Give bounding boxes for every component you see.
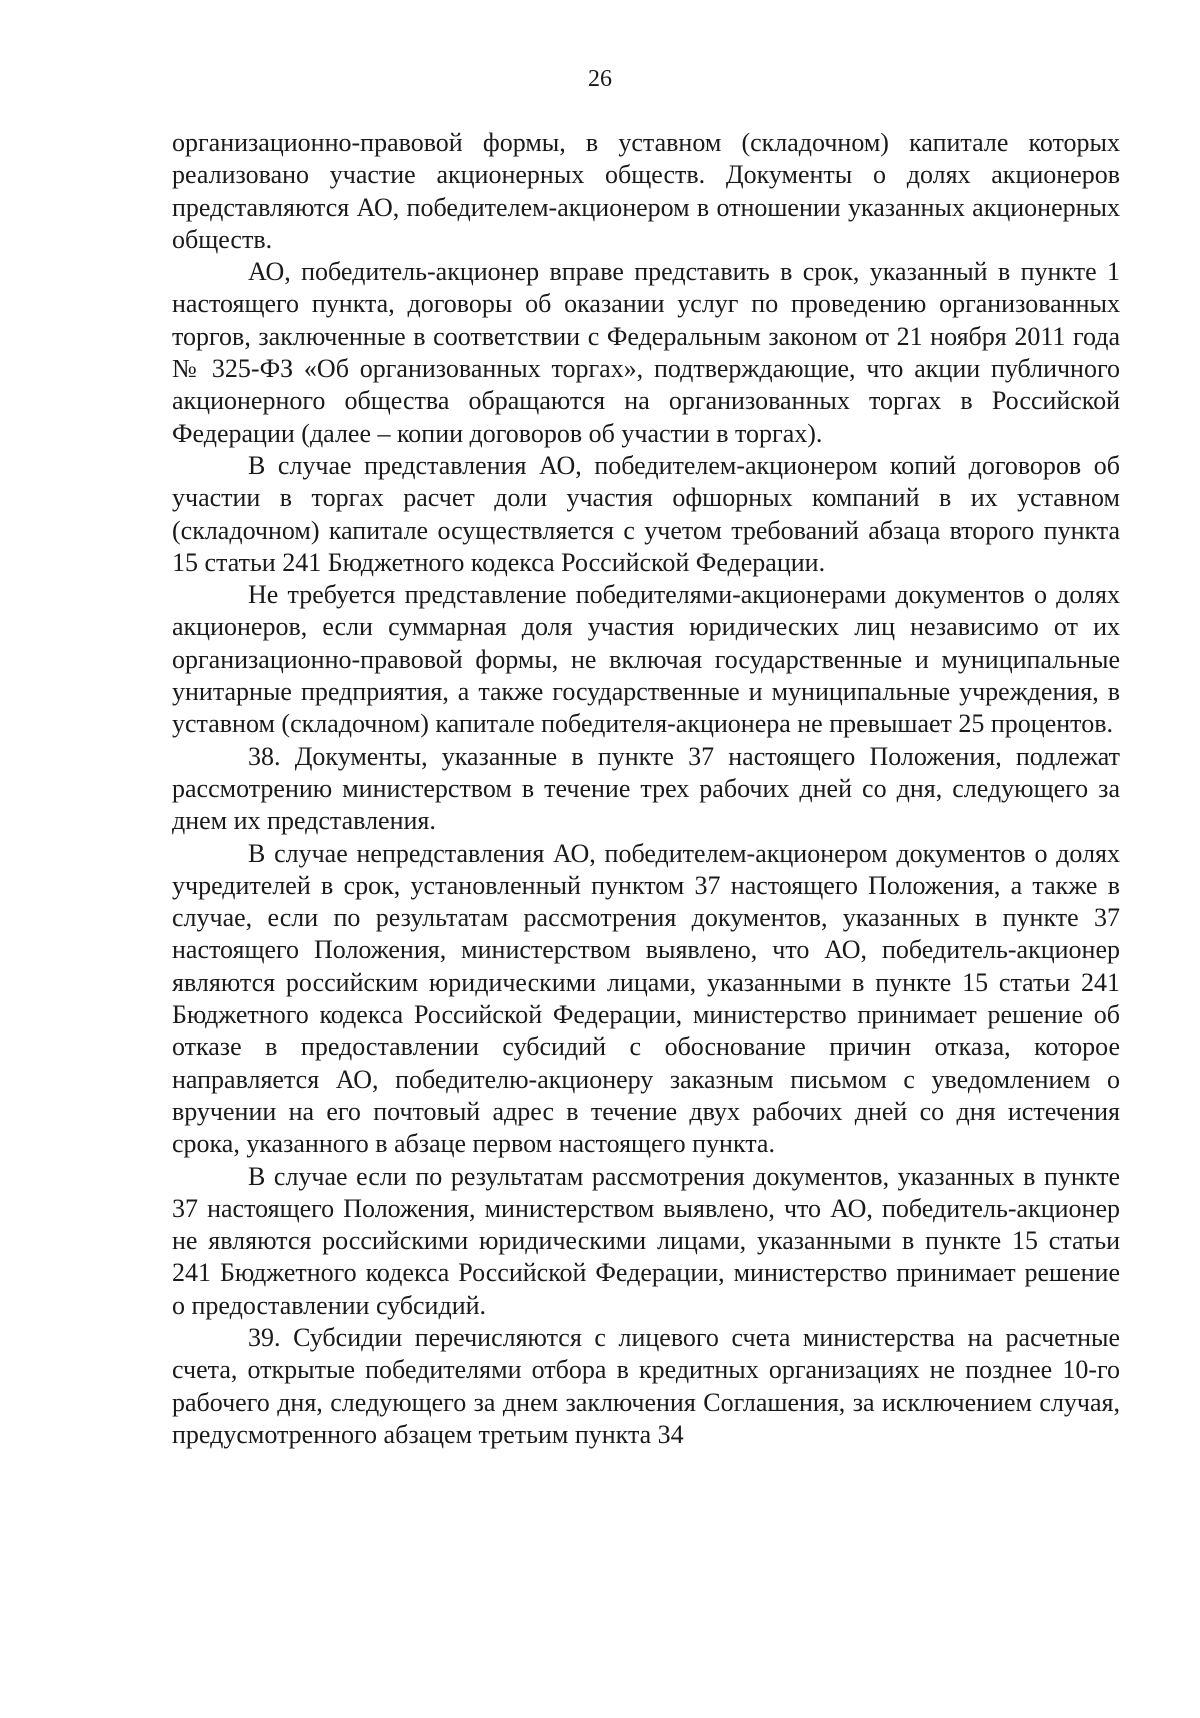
paragraph-approval: В случае если по результатам рассмотрения документов, указанных в пункте 37 настоящего Положения, министерством выявлено, что АО, победитель-акционер не являются российскими юридическими лицами, указанными в пункте 15 статьи 241 Бюджетного кодекса Российской Федерации, министерство принимает решение о предоставлении субсидий. xyxy=(172,1161,1120,1320)
paragraph-offshore-share: В случае представления АО, победителем-акционером копий договоров об участии в торгах расчет доли участия офшорных компаний в их уставном (складочном) капитале осуществляется с учетом требований абзаца второго пункта 15 статьи 241 Бюджетного кодекса Российской Федерации. xyxy=(172,450,1120,577)
paragraph-refusal: В случае непредставления АО, победителем-акционером документов о долях учредителей в срок, установленный пунктом 37 настоящего Положения, а также в случае, если по результатам рассмотрения документов, указанных в пункте 37 настоящего Положения, министерством выявлено, что АО, победитель-акционер являются российским юридическими лицами, указанными в пункте 15 статьи 241 Бюджетного кодекса Российской Федерации, министерство принимает решение об отказе в предоставлении субсидий с обоснование причин отказа, которое направляется АО, победителю-акционеру заказным письмом с уведомлением о вручении на его почтовый адрес в течение двух рабочих дней со дня истечения срока, указанного в абзаце первом настоящего пункта. xyxy=(172,838,1120,1159)
page-number: 26 xyxy=(588,66,612,92)
paragraph-no-documents-required: Не требуется представление победителями-акционерами документов о долях акционеров, если суммарная доля участия юридических лиц независимо от их организационно-правовой формы, не включая государственные и муниципальные унитарные предприятия, а также государственные и муниципальные учреждения, в уставном (складочном) капитале победителя-акционера не превышает 25 процентов. xyxy=(172,580,1120,739)
paragraph-continuation: организационно-правовой формы, в уставном (складочном) капитале которых реализовано участие акционерных обществ. Документы о долях акционеров представляются АО, победителем-акционером в отношении указанных акционерных обществ. xyxy=(172,128,1120,254)
document-body xyxy=(172,127,1120,1451)
paragraph-item-39: 39. Субсидии перечисляются с лицевого счета министерства на расчетные счета, открытые победителями отбора в кредитных организациях не позднее 10-го рабочего дня, следующего за днем заключения Соглашения, за исключением случая, предусмотренного абзацем третьим пункта 34 xyxy=(172,1322,1120,1449)
paragraph-trading-contracts: АО, победитель-акционер вправе представить в срок, указанный в пункте 1 настоящего пункта, договоры об оказании услуг по проведению организованных торгов, заключенные в соответствии с Федеральным законом от 21 ноября 2011 года № 325-ФЗ «Об организованных торгах», подтверждающие, что акции публичного акционерного общества обращаются на организованных торгах в Российской Федерации (далее – копии договоров об участии в торгах). xyxy=(172,257,1120,448)
paragraph-item-38: 38. Документы, указанные в пункте 37 настоящего Положения, подлежат рассмотрению министерством в течение трех рабочих дней со дня, следующего за днем их представления. xyxy=(172,741,1120,836)
